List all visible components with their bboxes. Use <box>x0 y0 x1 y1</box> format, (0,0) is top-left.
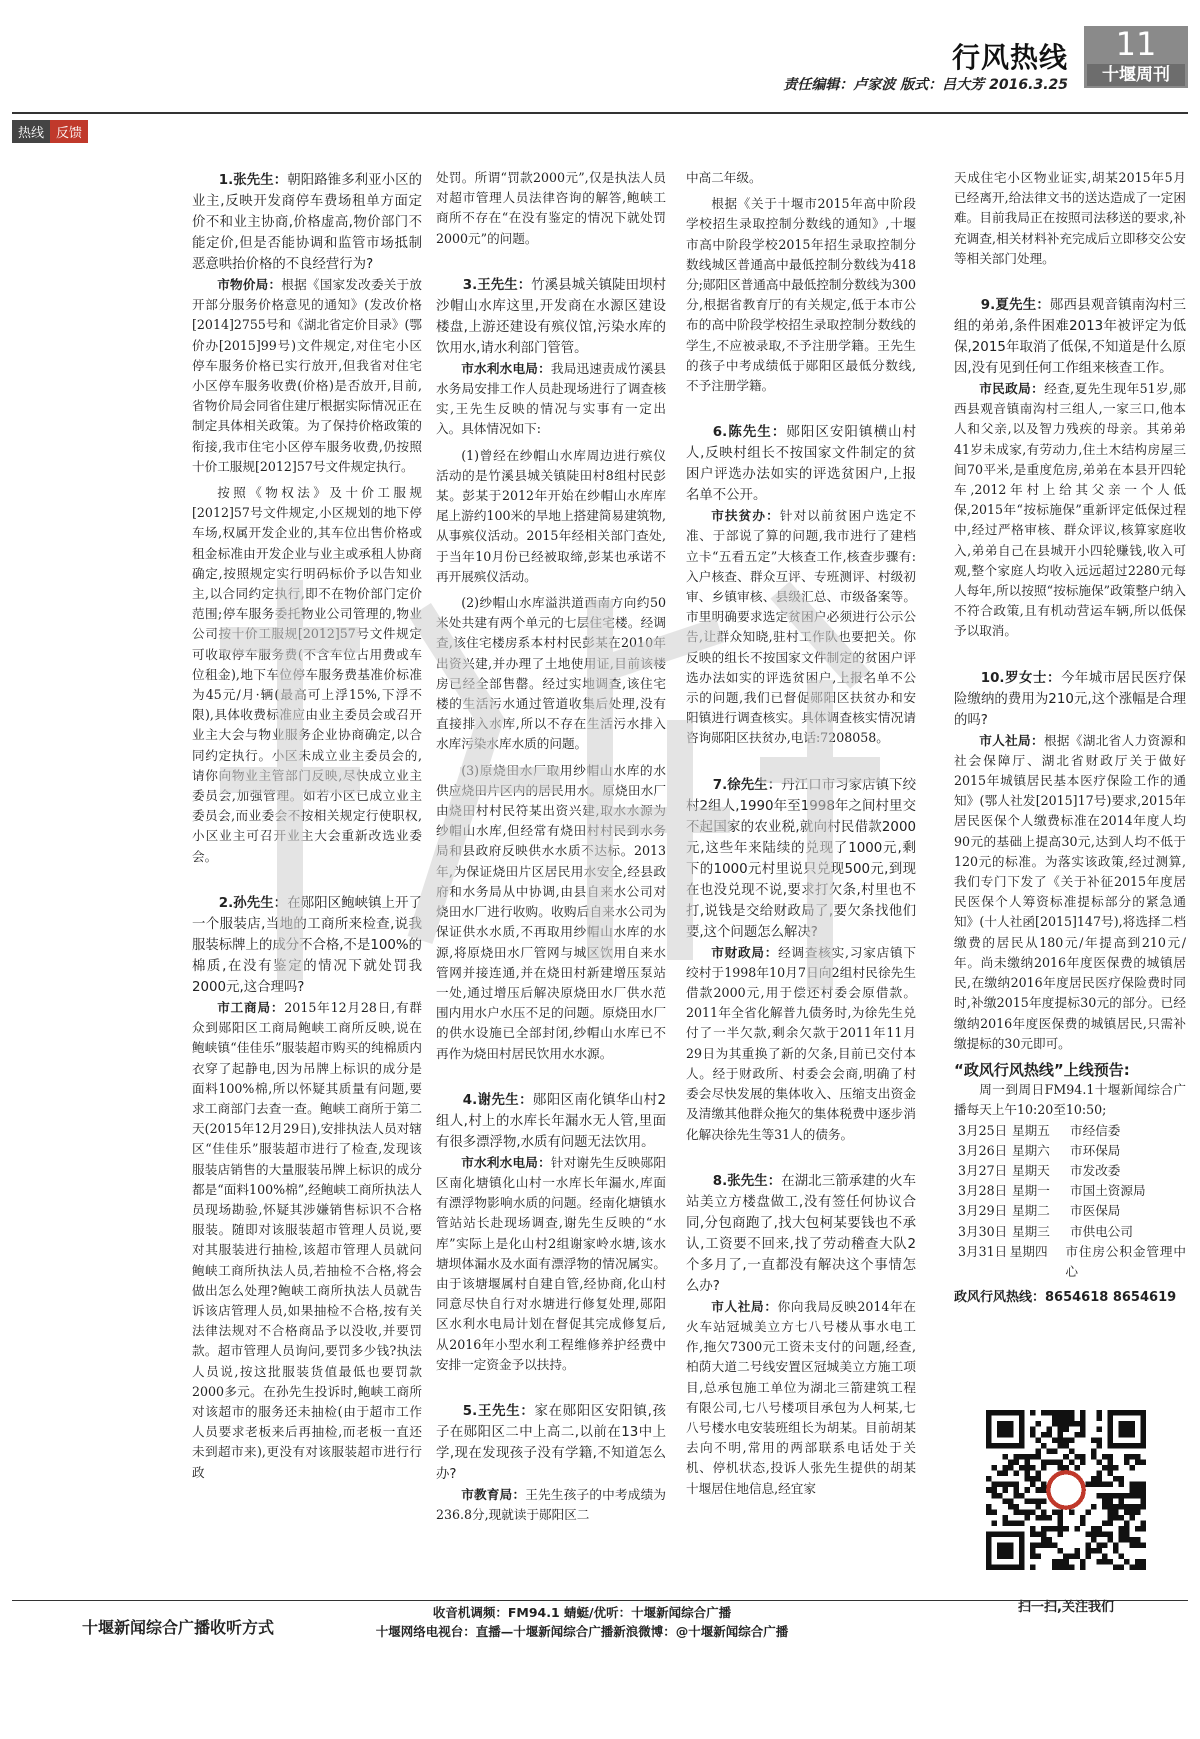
schedule-unit: 市供电公司 <box>1070 1223 1133 1239</box>
answer-4 <box>436 1153 666 1375</box>
answer-7-label: 市财政局： <box>711 944 779 960</box>
section-title: 行风热线 <box>951 41 1068 74</box>
answer-6-text: 针对以前贫困户选定不准、于部说了算的问题,我市进行了建档立卡“五看五定”大核查工作,核查步骤有:入户核查、群众互评、专班测评、村级初审、乡镇审核、县级汇总、市级备案等。市里明确要求选定贫困户必须进行公示公告,让群众知晓,驻村工作队也要把关。你反映的组长不按国家文件制定的贫困户评选办法如实的评选贫困户,上报名单不公示的问题,我们已督促郧阳区扶贫办和安阳镇进行调查核实。具体调查核实情况请咨询郧阳区扶贫办,电话:7208058。 <box>686 508 916 746</box>
answer-8-continued: 天成住宅小区物业证实,胡某2015年5月已经离开,给法律文书的送达造成了一定困难。目前我局正在按照司法移送的要求,补充调查,相关材料补充完成后立即移交公安等相关部门处理。 <box>954 170 1186 266</box>
schedule-date: 3月25日 <box>958 1122 1008 1138</box>
schedule-date: 3月29日 <box>958 1203 1008 1219</box>
schedule-weekday: 星期二 <box>1012 1203 1050 1219</box>
schedule-unit: 市国土资源局 <box>1070 1183 1146 1199</box>
question-2-text: 在郧阳区鲍峡镇上开了一个服装店,当地的工商所来检查,说我服装标牌上的成分不合格,不是100%的棉质,在没有鉴定的情况下就处罚我2000元,这合理吗? <box>192 895 422 995</box>
schedule-date: 3月31日 <box>958 1243 1008 1259</box>
question-8-text: 在湖北三箭承建的火车站美立方楼盘做工,没有签任何协议合同,分包商跑了,找大包柯某要钱也不承认,工资要不回来,找了劳动稽查大队2个多月了,一直都没有解决这个事情怎么办? <box>686 1173 916 1294</box>
preview-intro: 周一到周日FM94.1十堰新闻综合广播每天上午10:20至10:50; <box>954 1082 1186 1118</box>
tag-feedback: 反馈 <box>50 120 88 143</box>
hotline-numbers: 政风行风热线：8654618 8654619 <box>954 1290 1177 1306</box>
answer-5-label: 市教育局： <box>461 1486 526 1502</box>
question-2 <box>192 893 422 998</box>
question-5-text: 家在郧阳区安阳镇,孩子在郧阳区二中上高二,以前在13中上学,现在发现孩子没有学籍,不知道怎么办? <box>436 1403 666 1482</box>
broadcast-schedule <box>954 1121 1186 1283</box>
answer-10-text: 根据《湖北省人力资源和社会保障厅、湖北省财政厅关于做好2015年城镇居民基本医疗保险工作的通知》(鄂人社发[2015]17号)要求,2015年居民医保个人缴费标准在2014年度人均90元的基础上提高30元,达到人均不低于120元的标准。为落实该政策,经过测算,我们专门下发了《关于补征2015年度居民医保个人筹资标准提标部分的紧急通知》(十人社函[2015]147号),将选择二档缴费的居民从180元/年提高到210元/年。尚未缴纳2016年度医保费的城镇居民,在缴纳2016年度居民医疗保险费时同时,补缴2015年度提标30元的部分。已经缴纳2016年度医保费的城镇居民,只需补缴提标的30元即可。 <box>954 732 1186 1051</box>
footer-line-2: 十堰网络电视台：直播—十堰新闻综合广播新浪微博：@十堰新闻综合广播 <box>375 1624 789 1639</box>
schedule-date: 3月27日 <box>958 1162 1008 1178</box>
schedule-unit: 市医保局 <box>1070 1203 1121 1219</box>
page-footer <box>12 1600 1188 1648</box>
question-10 <box>954 668 1186 731</box>
schedule-row <box>954 1242 1186 1282</box>
answer-3 <box>436 359 666 440</box>
schedule-unit: 市住房公积金管理中心 <box>1065 1243 1186 1279</box>
answer-8 <box>686 1297 916 1499</box>
question-6 <box>686 422 916 506</box>
answer-2 <box>192 998 422 1483</box>
answer-3-text: 我局迅速责成竹溪县水务局安排工作人员赴现场进行了调查核实,王先生反映的情况与实事有一定出入。具体情况如下: <box>436 360 666 437</box>
qr-code[interactable] <box>986 1410 1146 1570</box>
question-1-text: 朝阳路锥多利亚小区的业主,反映开发商停车费场租单方面定价不和业主协商,价格虚高,物价部门不能定价,但是否能协调和监管市场抵制恶意哄抬价格的不良经营行为? <box>192 173 422 272</box>
schedule-date: 3月26日 <box>958 1142 1008 1158</box>
question-4-text: 郧阳区南化镇华山村2组人,村上的水库长年漏水无人管,里面有很多漂浮物,水质有问题无法饮用。 <box>436 1092 666 1150</box>
schedule-date: 3月30日 <box>958 1223 1008 1239</box>
question-4-label: 4.谢先生： <box>462 1092 533 1108</box>
schedule-unit: 市经信委 <box>1070 1122 1121 1138</box>
answer-5-text: 王先生孩子的中考成绩为236.8分,现就读于郧阳区二 <box>436 1486 666 1523</box>
answer-3-point-1: (1)曾经在纱帽山水库周边进行殡仪活动的是竹溪县城关镇陡田村8组村民彭某。彭某于2012年开始在纱帽山水库库尾上游约100米的旱地上搭建简易建筑物,从事殡仪活动。2015年经相关部门查处,于当年10月份已经被取缔,彭某也承诺不再开展殡仪活动。 <box>436 447 666 584</box>
tag-hotline: 热线 <box>12 120 50 143</box>
schedule-weekday: 星期天 <box>1012 1162 1050 1178</box>
preview-title: “政风行风热线”上线预告: <box>954 1060 1130 1079</box>
schedule-weekday: 星期四 <box>1009 1243 1048 1259</box>
question-8-label: 8.张先生： <box>712 1173 782 1189</box>
question-9-text: 郧西县观音镇南沟村三组的弟弟,条件困难2013年被评定为低保,2015年取消了低保,不知道是什么原因,没有见到任何工作组来核查工作。 <box>954 298 1186 377</box>
answer-5 <box>436 1485 666 1525</box>
answer-6-label: 市扶贫办： <box>711 508 780 524</box>
question-8 <box>686 1171 916 1297</box>
answer-3-label: 市水利水电局： <box>461 360 551 376</box>
schedule-row <box>954 1201 1186 1221</box>
schedule-date: 3月28日 <box>958 1183 1008 1199</box>
question-1 <box>192 170 422 275</box>
answer-6 <box>686 506 916 748</box>
page-number-box <box>1084 26 1188 88</box>
article-column-1 <box>192 168 422 1578</box>
question-10-label: 10.罗女士： <box>980 670 1061 686</box>
answer-10 <box>954 731 1186 1054</box>
qr-caption: 扫一扫,关注我们 <box>1018 1600 1114 1615</box>
answer-5-paragraph-2: 根据《关于十堰市2015年高中阶段学校招生录取控制分数线的通知》,十堰市高中阶段学校2015年招生录取控制分数线城区普通高中最低控制分数线为418分;郧阳区普通高中最低控制分数线为300分,根据省教育厅的有关规定,低于本市公布的高中阶段学校招生录取控制分数线的学生,不应被录取,不予注册学籍。王先生的孩子中考成绩低于郧阳区最低分数线,不予注册学籍。 <box>686 196 916 394</box>
answer-1 <box>192 275 422 477</box>
answer-4-label: 市水利水电局： <box>461 1154 551 1170</box>
answer-3-point-3: (3)原烧田水厂取用纱帽山水库的水供应烧田片区内的居民用水。原烧田水厂由烧田村村民符某出资兴建,取水水源为纱帽山水库,但经常有烧田村村民到水务局和县政府反映供水水质不达标。2013年,为保证烧田片区居民用水安全,经县政府和水务局从中协调,由县自来水公司对烧田水厂进行收购。收购后自来水公司为保证供水水质,不再取用纱帽山水库的水源,将原烧田水厂管网与城区饮用自来水管网并接连通,并在烧田村新建增压泵站一处,通过增压后解决原烧田水厂供水范围内用水户水压不足的问题。原烧田水厂的供水设施已全部封闭,纱帽山水库已不再作为烧田村居民饮用水水源。 <box>436 762 666 1061</box>
question-7-label: 7.徐先生： <box>712 777 782 793</box>
section-tag <box>12 120 88 143</box>
answer-9 <box>954 379 1186 642</box>
answer-3-point-2: (2)纱帽山水库溢洪道西南方向约50米处共建有两个单元的七层住宅楼。经调查,该住宅楼房系本村村民彭某在2010年出资兴建,并办理了土地使用证,目前该楼房已经全部售罄。经过实地调查,该住宅楼的生活污水通过管道收集后处理,没有直接排入水库,所以不存在生活污水排入水库污染水库水质的问题。 <box>436 595 666 752</box>
schedule-unit: 市发改委 <box>1070 1162 1121 1178</box>
question-6-text: 郧阳区安阳镇横山村人,反映村组长不按国家文件制定的贫困户评选办法如实的评选贫困户,上报名单不公开。 <box>686 425 916 504</box>
question-7 <box>686 775 916 943</box>
schedule-row <box>954 1121 1186 1141</box>
schedule-weekday: 星期三 <box>1012 1223 1050 1239</box>
question-5 <box>436 1401 666 1485</box>
answer-1-label: 市物价局： <box>217 277 282 292</box>
publication-name: 十堰周刊 <box>1087 64 1185 86</box>
answer-9-label: 市民政局： <box>979 381 1045 397</box>
answer-8-text: 你向我局反映2014年在火车站冠城美立方七八号楼从事水电工作,拖欠7300元工资未支付的问题,经查,柏荫大道二号线安置区冠城美立方施工项目,总承包施工单位为湖北三箭建筑工程有限公司,七八号楼项目承包为人柯某,七八号楼水电安装班组长为胡某。目前胡某去向不明,常用的两部联系电话处于关机、停机状态,投诉人张先生提供的胡某十堰居住地信息,经宜家 <box>686 1298 916 1496</box>
answer-1-paragraph-2: 按照《物权法》及十价工服规[2012]57号文件规定,小区规划的地下停车场,权属开发企业的,其车位出售价格或租金标准由开发企业与业主或承租人协商确定,按照规定实行明码标价予以告知业主,以合同约定执行,即不在物价部门定价范围;停车服务委托物业公司管理的,物业公司按十价工服规[2012]57号文件规定可收取停车服务费(不含车位占用费或车位租金),地下车位停车服务费基准价标准为45元/月·辆(最高可上浮15%,下浮不限),具体收费标准应由业主委员会或召开业主大会与物业服务企业协商确定,以合同约定执行。小区未成立业主委员会的,请你向物业主管部门反映,尽快成立业主委员会,加强管理。如若小区已成立业主委员会,而业委会不按相关规定行使职权,小区业主可召开业主大会重新改选业委会。 <box>192 485 422 864</box>
credits-line: 责任编辑：卢家波 版式：吕大芳 2016.3.25 <box>783 77 1068 93</box>
schedule-row <box>954 1222 1186 1242</box>
question-9-label: 9.夏先生： <box>980 298 1050 314</box>
question-10-text: 今年城市居民医疗保险缴纳的费用为210元,这个涨幅是合理的吗? <box>954 670 1186 728</box>
answer-2-label: 市工商局： <box>217 999 285 1015</box>
schedule-row <box>954 1181 1186 1201</box>
page-header <box>0 0 1200 108</box>
footer-channels <box>312 1603 852 1641</box>
answer-1-text: 根据《国家发改委关于放开部分服务价格意见的通知》(发改价格[2014]2755号和《湖北省定价目录》(鄂价办[2015]99号)文件规定,对住宅小区停车服务价格已实行放开,但我省对住宅小区停车服务收费(价格)是否放开,目前,省物价局会同省住建厅根据实际情况正在制定具体相关政策。为了保持价格政策的衔接,我市住宅小区停车服务收费,仍按照十价工服规[2012]57号文件规定执行。 <box>192 277 422 474</box>
answer-2-continued: 处罚。所谓“罚款2000元”,仅是执法人员对超市管理人员法律咨询的解答,鲍峡工商所不存在“在没有鉴定的情况下就处罚2000元”的问题。 <box>436 170 666 246</box>
question-6-label: 6.陈先生： <box>712 425 787 441</box>
question-7-text: 丹江口市习家店镇下绞村2组人,1990年至1998年之间村里交不起国家的农业税,就向村民借款2000元,这些年来陆续的兑现了1000元,剩下的1000元村里说只兑现500元,到现在也没兑现不说,要求打欠条,村里也不打,说钱是交给财政局了,要欠条找他们要,这个问题怎么解决? <box>686 777 916 940</box>
schedule-row <box>954 1141 1186 1161</box>
schedule-weekday: 星期五 <box>1012 1122 1050 1138</box>
question-9 <box>954 295 1186 379</box>
answer-4-text: 针对谢先生反映郧阳区南化塘镇化山村一水库长年漏水,库面有漂浮物影响水质的问题。经南化塘镇水管站站长赴现场调查,谢先生反映的“水库”实际上是化山村2组谢家岭水塘,该水塘坝体漏水及水面有漂浮物的情况属实。由于该塘堰属村自建自管,经协商,化山村同意尽快自行对水塘进行修复处理,郧阳区水利水电局计划在督促其完成修复后,从2016年小型水利工程维修养护经费中安排一定资金予以扶持。 <box>436 1154 666 1372</box>
article-column-3 <box>686 168 916 1578</box>
schedule-weekday: 星期六 <box>1012 1142 1050 1158</box>
answer-9-text: 经查,夏先生现年51岁,郧西县观音镇南沟村三组人,一家三口,他本人和父亲,以及智力残疾的母亲。其弟弟41岁未成家,有劳动力,住土木结构房屋三间70平米,是重度危房,弟弟在本县开四轮车,2012年村上给其父亲一个人低保,2015年“按标施保”重新评定低保过程中,经过严格审核、群众评议,核算家庭收入,弟弟自己在县城开小四轮赚钱,收入可观,整个家庭人均收入远远超过2280元每人每年,所以按照“按标施保”政策整户纳入不符合政策,且有机动营运车辆,所以低保予以取消。 <box>954 381 1186 639</box>
question-3-label: 3.王先生： <box>462 277 532 293</box>
question-3-text: 竹溪县城关镇陡田坝村沙帽山水库这里,开发商在水源区建设楼盘,上游还建设有殡仪馆,污染水库的饮用水,请水利部门管管。 <box>436 277 666 356</box>
schedule-unit: 市环保局 <box>1070 1142 1121 1158</box>
page-number: 11 <box>1115 25 1157 63</box>
answer-7 <box>686 943 916 1145</box>
question-4 <box>436 1090 666 1153</box>
header-divider <box>12 112 1188 114</box>
answer-10-label: 市人社局： <box>979 732 1044 748</box>
answer-8-label: 市人社局： <box>711 1298 778 1314</box>
article-column-4 <box>954 168 1186 1396</box>
question-3 <box>436 275 666 359</box>
schedule-weekday: 星期一 <box>1012 1183 1050 1199</box>
question-2-label: 2.孙先生： <box>218 895 288 911</box>
footer-line-1: 收音机调频：FM94.1 蜻蜓/优听：十堰新闻综合广播 <box>432 1605 732 1620</box>
answer-7-text: 经调查核实,习家店镇下绞村于1998年10月7日向2组村民徐先生借款2000元,用于偿还村委会原借款。2011年全省化解普九债务时,为徐先生兑付了一半欠款,剩余欠款于2011年11月29日为其重换了新的欠条,目前已交付本人。经于财政所、村委会会商,明确了村委会尽快发展的集体收入、压缩支出资金及清缴其他群众拖欠的集体税费中逐步消化解决徐先生等31人的债务。 <box>686 944 916 1142</box>
schedule-row <box>954 1161 1186 1181</box>
question-5-label: 5.王先生： <box>462 1403 535 1419</box>
article-column-2 <box>436 168 666 1578</box>
footer-title: 十堰新闻综合广播收听方式 <box>82 1618 275 1637</box>
answer-2-text: 2015年12月28日,有群众到郧阳区工商局鲍峡工商所反映,说在鲍峡镇“佳佳乐”服装超市购买的纯棉质内衣穿了起静电,因为吊牌上标识的成分是面料100%棉,所以怀疑其质量有问题,要求工商部门去查一查。鲍峡工商所于第二天(2015年12月29日),安排执法人员对辖区“佳佳乐”服装超市进行了检查,发现该服装店销售的大量服装吊牌上标识的成分都是“面料100%棉”,经鲍峡工商所执法人员现场勘验,怀疑其涉嫌销售标识不合格服装。随即对该服装超市管理人员说,要对其服装进行抽检,该超市管理人员就问鲍峡工商所执法人员,若抽检不合格,将会做出怎么处理?鲍峡工商所执法人员就告诉该店管理人员,如果抽检不合格,按有关法律法规对不合格商品予以没收,并要罚款。超市管理人员询问,要罚多少钱?执法人员说,按这批服装货值最低也要罚款2000多元。在孙先生投诉时,鲍峡工商所对该超市的服务还未抽检(由于超市工作人员要求老板来后再抽检,而老板一直还未到超市来),更没有对该服装超市进行行政 <box>192 999 422 1480</box>
question-1-label: 1.张先生： <box>218 173 288 188</box>
answer-5-continued: 中高二年级。 <box>686 170 762 185</box>
